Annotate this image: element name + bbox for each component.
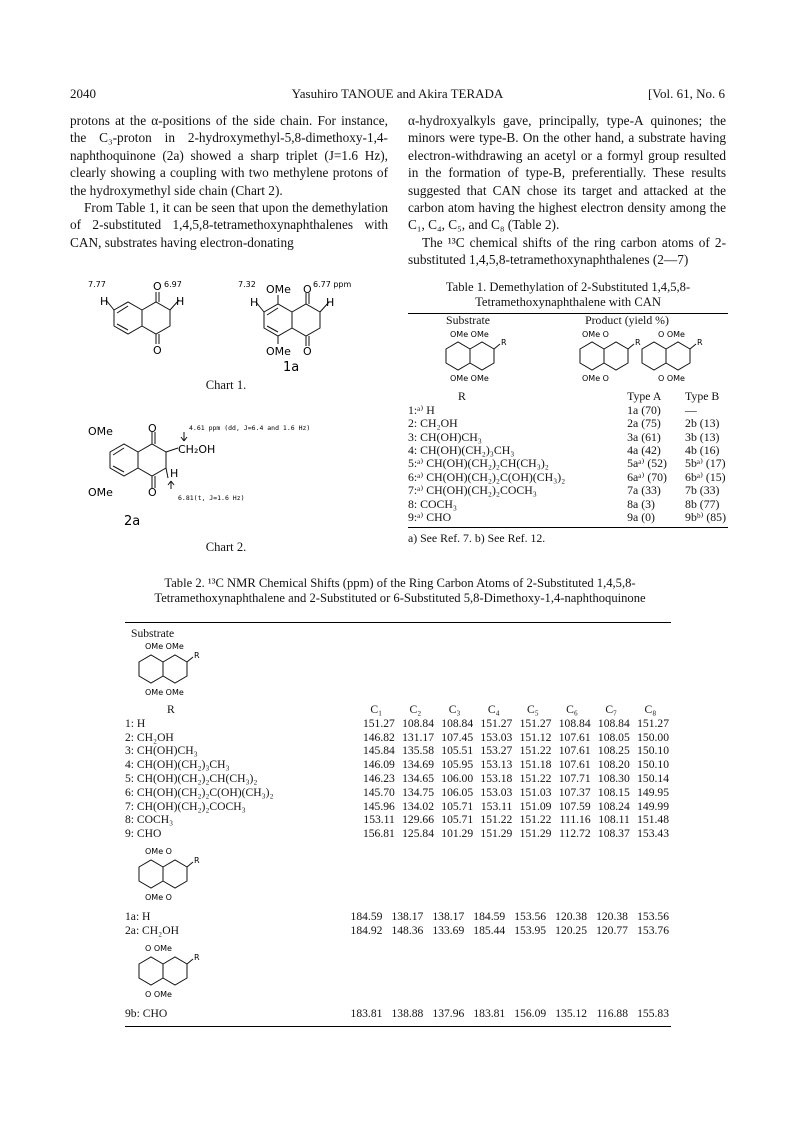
chart1-caption: Chart 1. <box>205 378 247 392</box>
table-cell: 156.09 <box>514 1006 547 1020</box>
table-cell: 9:ᵃ⁾ CHO <box>408 510 452 525</box>
table-cell: 151.22 <box>480 813 513 827</box>
table-header-row <box>125 703 671 717</box>
atom-label: OMe O <box>145 846 172 856</box>
table-cell: 184.92 <box>350 923 383 937</box>
table-cell: 3b (13) <box>685 429 720 444</box>
atom-label: OMe OMe <box>145 642 184 651</box>
table-cell: 131.17 <box>402 730 434 744</box>
table-cell: 153.76 <box>637 923 669 937</box>
table-row <box>125 800 671 814</box>
table-cell: 107.61 <box>558 758 591 772</box>
atom-label: O OMe <box>658 374 685 384</box>
table-cell: 1a: H <box>125 909 151 923</box>
table-cell: 108.15 <box>597 785 630 799</box>
atom-label: R <box>194 651 200 660</box>
atom-label: OMe OMe <box>145 688 184 697</box>
table-cell: 145.70 <box>362 785 395 799</box>
table-cell: 6: CH(OH)(CH₂)₂C(OH)(CH₃)₂ <box>125 785 274 799</box>
table-cell: 120.38 <box>596 909 628 923</box>
table-cell: 2a (75) <box>627 416 661 431</box>
atom-label: O <box>148 422 157 435</box>
table-cell: 106.05 <box>441 785 474 799</box>
table2-structure-2 <box>125 845 225 905</box>
chart1-shift-c: 7.32 <box>238 280 256 289</box>
table-cell: 151.03 <box>519 785 552 799</box>
compound-label-1a: 1a <box>283 360 300 375</box>
table-cell: 108.20 <box>597 758 630 772</box>
table-row <box>408 457 726 470</box>
table-cell: 112.72 <box>559 827 591 841</box>
table-cell: 134.75 <box>402 785 434 799</box>
table2-group-1 <box>125 717 671 841</box>
table1-col-product: Product (yield %) <box>585 313 669 327</box>
table-cell: 9: CHO <box>125 827 162 841</box>
table-cell: 185.44 <box>473 923 506 937</box>
table-cell: 153.03 <box>480 785 513 799</box>
table2-col-c1: C₁ <box>370 703 383 716</box>
compound-label-2a: 2a <box>124 514 141 529</box>
table-row <box>125 731 671 745</box>
table-rule <box>125 1026 671 1027</box>
table-cell: 150.10 <box>637 744 669 758</box>
table-cell: 153.56 <box>637 909 669 923</box>
atom-label: OMe O <box>145 892 172 902</box>
chart2-shift-top: 4.61 ppm (dd, J=6.4 and 1.6 Hz) <box>189 424 311 432</box>
table-cell: 151.27 <box>362 716 395 730</box>
table-row <box>408 471 726 484</box>
atom-label: R <box>194 855 200 865</box>
table-row <box>408 511 726 524</box>
table-cell: 3: CH(OH)CH₃ <box>125 744 198 758</box>
table-cell: 151.22 <box>519 771 552 785</box>
table-cell: 5bᵃ⁾ (17) <box>685 456 726 471</box>
chart1-structure-drawing <box>86 278 376 376</box>
table1-col-r: R <box>458 389 466 404</box>
table2-structure-1 <box>125 640 225 698</box>
table-cell: 7: CH(OH)(CH₂)₂COCH₃ <box>125 799 246 813</box>
table2-body-2 <box>125 910 671 938</box>
table-cell: 120.25 <box>555 923 588 937</box>
table-cell: 149.95 <box>637 785 669 799</box>
table2-col-c3: C₃ <box>448 703 461 716</box>
atom-label: OMe O <box>582 374 609 384</box>
right-column <box>408 112 726 269</box>
table2-col-c8: C₈ <box>644 703 657 716</box>
table-cell: 145.96 <box>362 799 395 813</box>
table-cell: — <box>685 402 697 417</box>
table-row <box>408 431 726 444</box>
table-rule <box>125 622 671 623</box>
table-cell: 1a (70) <box>627 402 661 417</box>
running-authors: Yasuhiro TANOUE and Akira TERADA <box>291 86 504 101</box>
table-cell: 108.25 <box>597 744 630 758</box>
volume-info: [Vol. 61, No. 6 <box>647 86 725 101</box>
table-cell: 153.13 <box>480 758 513 772</box>
table-row <box>125 758 671 772</box>
table-cell: 148.36 <box>391 923 424 937</box>
table2-col-c7: C₇ <box>605 703 618 716</box>
atom-label: R <box>635 338 641 348</box>
table-cell: 151.18 <box>519 758 552 772</box>
table-cell: 2: CH₂OH <box>125 730 174 744</box>
table-cell: 134.02 <box>402 799 434 813</box>
chart1-shift-b: 6.97 <box>164 280 182 289</box>
table-cell: 153.27 <box>480 744 513 758</box>
table-cell: 151.22 <box>519 813 552 827</box>
table-cell: 137.96 <box>432 1006 465 1020</box>
table2 <box>125 622 671 1027</box>
atom-label: O <box>303 283 312 296</box>
table-cell: 108.37 <box>597 827 630 841</box>
atom-label: R <box>697 338 703 348</box>
chart1-shift-d: 6.77 ppm <box>313 280 352 289</box>
table-cell: 105.51 <box>441 744 474 758</box>
table-cell: 146.09 <box>362 758 395 772</box>
table-cell: 4: CH(OH)(CH₂)₃CH₃ <box>408 443 515 458</box>
table-cell: 138.17 <box>432 909 465 923</box>
table-cell: 107.61 <box>558 744 591 758</box>
table-cell: 4a (42) <box>627 443 661 458</box>
table2-col-substrate: Substrate <box>131 627 175 640</box>
table-row <box>408 444 726 457</box>
table-cell: 1: H <box>125 716 146 730</box>
table-cell: 108.84 <box>597 716 630 730</box>
table-row <box>125 827 671 841</box>
table-cell: 153.03 <box>480 730 513 744</box>
table-cell: 151.09 <box>519 799 552 813</box>
table-rule <box>408 527 728 528</box>
table-cell: 133.69 <box>432 923 465 937</box>
paragraph: The ¹³C chemical shifts of the ring carbon atoms of 2-substituted 1,4,5,8-tetramethoxynaphthalenes (2—7) <box>408 234 726 268</box>
table-cell: 108.24 <box>597 799 630 813</box>
table2-body <box>125 703 671 841</box>
table-cell: 146.23 <box>362 771 395 785</box>
table-cell: 183.81 <box>350 1006 383 1020</box>
atom-label: O <box>153 280 162 293</box>
table-cell: 129.66 <box>402 813 434 827</box>
atom-label: O OMe <box>145 943 172 953</box>
left-column <box>70 112 388 251</box>
table-cell: 106.00 <box>441 771 474 785</box>
table-cell: 2b (13) <box>685 416 720 431</box>
table2-col-c2: C₂ <box>409 703 422 716</box>
atom-label: OMe OMe <box>450 330 489 340</box>
paragraph: From Table 1, it can be seen that upon the demethylation of 2-substituted 1,4,5,8-tetramethoxynaphthalenes with CAN, substrates having electron-donating <box>70 200 388 250</box>
table-cell: 6:ᵃ⁾ CH(OH)(CH₂)₂C(OH)(CH₃)₂ <box>408 469 566 484</box>
table1 <box>408 280 728 546</box>
table-cell: 120.38 <box>555 909 588 923</box>
table-cell: 5: CH(OH)(CH₂)₂CH(CH₃)₂ <box>125 771 258 785</box>
table1-header <box>408 314 726 327</box>
table-cell: 153.11 <box>363 813 395 827</box>
table-row <box>125 924 671 938</box>
table-cell: 156.81 <box>362 827 395 841</box>
table-row <box>125 910 671 924</box>
atom-label: O <box>148 486 157 499</box>
table-row <box>125 772 671 786</box>
table-cell: 125.84 <box>402 827 434 841</box>
table-cell: 135.12 <box>555 1006 588 1020</box>
table-cell: 153.18 <box>480 771 513 785</box>
running-header <box>70 86 725 104</box>
table2-caption: Table 2. ¹³C NMR Chemical Shifts (ppm) of the Ring Carbon Atoms of 2-Substituted 1,4,5,8-Tetramethoxynaphthalene and 2-Substituted or 6-Substituted 5,8-Dimethoxy-1,4-naphthoquinone <box>154 576 646 605</box>
atom-label: O OMe <box>145 989 172 999</box>
table-cell: 3a (61) <box>627 429 661 444</box>
table-cell: 151.29 <box>480 827 513 841</box>
table-cell: 151.27 <box>480 716 513 730</box>
atom-label: O <box>303 345 312 358</box>
table-cell: 116.88 <box>596 1006 629 1020</box>
table-cell: 2a: CH₂OH <box>125 923 179 937</box>
table-cell: 107.45 <box>441 730 474 744</box>
table-cell: 153.11 <box>480 799 513 813</box>
table-cell: 9bᵇ⁾ (85) <box>685 510 726 525</box>
table-cell: 9a (0) <box>627 510 655 525</box>
chart2-structure <box>86 420 376 560</box>
table-cell: 1:ᵃ⁾ H <box>408 402 435 417</box>
table-cell: 138.88 <box>391 1006 424 1020</box>
chart2-caption: Chart 2. <box>205 540 247 554</box>
table-cell: 155.83 <box>637 1006 669 1020</box>
chart1-shift-a: 7.77 <box>88 280 106 289</box>
atom-label: H <box>326 296 335 309</box>
table-cell: 108.30 <box>597 771 630 785</box>
table-row <box>125 744 671 758</box>
table-cell: 6bᵃ⁾ (15) <box>685 469 726 484</box>
table1-structures <box>408 327 726 385</box>
table-cell: 107.71 <box>558 771 591 785</box>
table-cell: 151.27 <box>519 716 552 730</box>
atom-label: H <box>176 295 185 308</box>
table-cell: 105.71 <box>441 799 474 813</box>
table-cell: 135.58 <box>402 744 434 758</box>
table-cell: 5aᵃ⁾ (52) <box>627 456 667 471</box>
table-cell: 153.56 <box>514 909 547 923</box>
table1-caption: Table 1. Demethylation of 2-Substituted 1,4,5,8-Tetramethoxynaphthalene with CAN <box>445 280 691 309</box>
table-cell: 2: CH₂OH <box>408 416 458 431</box>
table-cell: 3: CH(OH)CH₃ <box>408 429 482 444</box>
table-cell: 7:ᵃ⁾ CH(OH)(CH₂)₂COCH₃ <box>408 483 537 498</box>
table-cell: 149.99 <box>637 799 669 813</box>
table-row <box>125 786 671 800</box>
table-cell: 4: CH(OH)(CH₂)₃CH₃ <box>125 758 230 772</box>
table2-col-r: R <box>167 703 175 716</box>
atom-label: OMe <box>88 486 113 499</box>
table-cell: 138.17 <box>391 909 424 923</box>
table1-body <box>408 390 726 524</box>
table-cell: 8b (77) <box>685 496 720 511</box>
table-cell: 150.00 <box>637 730 669 744</box>
table1-footnote: a) See Ref. 7. b) See Ref. 12. <box>408 531 546 546</box>
table-cell: 145.84 <box>362 744 395 758</box>
table2-col-c4: C₄ <box>487 703 500 716</box>
atom-label: O OMe <box>658 330 685 340</box>
atom-label: OMe OMe <box>450 374 489 384</box>
atom-label: OMe <box>266 345 291 358</box>
paragraph: α-hydroxyalkyls gave, principally, type-A quinones; the minors were type-B. On the other hand, a substrate having electron-withdrawing an acetyl or a formyl group resulted in the formation of type-B, preferentially. These results suggested that CAN chose its target and attacked at the carbon atom having the highest electron density among the C₁, C₄, C₅, and C₈ (Table 2). <box>408 113 726 233</box>
table1-col-substrate: Substrate <box>446 313 490 327</box>
table-row <box>408 498 726 511</box>
table-cell: 111.16 <box>559 813 591 827</box>
table-cell: 151.12 <box>519 730 552 744</box>
chart2-group: CH₂OH <box>178 443 216 456</box>
table-cell: 183.81 <box>473 1006 506 1020</box>
table2-structure-3 <box>125 942 225 1002</box>
atom-label: OMe <box>266 283 291 296</box>
table2-col-c6: C₆ <box>566 703 578 716</box>
table-cell: 153.43 <box>637 827 669 841</box>
table1-col-type-b: Type B <box>685 389 720 404</box>
table2-col-c5: C₅ <box>527 703 539 716</box>
table-cell: 108.84 <box>441 716 474 730</box>
table-cell: 120.77 <box>596 923 628 937</box>
table-cell: 184.59 <box>473 909 506 923</box>
table-cell: 146.82 <box>362 730 395 744</box>
chart1-structures <box>86 278 376 398</box>
table-cell: 107.61 <box>558 730 591 744</box>
table-cell: 151.22 <box>519 744 552 758</box>
table-cell: 108.05 <box>597 730 630 744</box>
table-cell: 134.65 <box>402 771 434 785</box>
table-cell: 8: COCH₃ <box>125 813 174 827</box>
table-cell: 134.69 <box>402 758 434 772</box>
atom-label: H <box>250 296 259 309</box>
atom-label: OMe O <box>582 330 609 340</box>
table-cell: 108.11 <box>598 813 630 827</box>
table-row <box>408 417 726 430</box>
table-row <box>125 717 671 731</box>
table-cell: 101.29 <box>441 827 474 841</box>
table-cell: 8a (3) <box>627 496 655 511</box>
table-cell: 107.37 <box>558 785 591 799</box>
table-cell: 108.84 <box>558 716 591 730</box>
table2-body-3 <box>125 1007 671 1021</box>
table-row <box>408 404 726 417</box>
table-row <box>125 813 671 827</box>
paragraph: protons at the α-positions of the side chain. For instance, the C₃-proton in 2-hydroxymethyl-5,8-dimethoxy-1,4-naphthoquinone (2a) showed a sharp triplet (J=1.6 Hz), clearly showing a coupling with two methylene protons of the hydroxymethyl side chain (Chart 2). <box>70 113 388 198</box>
table2-group-2 <box>125 910 671 938</box>
table2-group-3 <box>125 1007 671 1021</box>
table-header-row <box>408 390 726 403</box>
table-cell: 8: COCH₃ <box>408 496 458 511</box>
atom-label: H <box>170 467 179 480</box>
table-cell: 151.27 <box>637 716 669 730</box>
table-cell: 4b (16) <box>685 443 720 458</box>
chart2-shift-bottom: 6.81(t, J=1.6 Hz) <box>178 494 245 502</box>
table-cell: 150.14 <box>637 771 669 785</box>
table-cell: 153.95 <box>514 923 547 937</box>
table-cell: 5:ᵃ⁾ CH(OH)(CH₂)₂CH(CH₃)₂ <box>408 456 549 471</box>
atom-label: R <box>194 952 200 962</box>
chart2-structure-drawing <box>86 420 376 530</box>
table-cell: 105.71 <box>441 813 474 827</box>
table-cell: 151.29 <box>519 827 552 841</box>
table-cell: 150.10 <box>637 758 669 772</box>
atom-label: OMe <box>88 425 113 438</box>
table-cell: 9b: CHO <box>125 1006 168 1020</box>
table-cell: 6aᵃ⁾ (70) <box>627 469 667 484</box>
table-cell: 105.95 <box>441 758 474 772</box>
table-cell: 7b (33) <box>685 483 720 498</box>
table-row <box>408 484 726 497</box>
atom-label: R <box>501 338 507 348</box>
table-cell: 107.59 <box>558 799 591 813</box>
table-cell: 184.59 <box>350 909 383 923</box>
atom-label: H <box>100 295 109 308</box>
table-cell: 108.84 <box>402 716 434 730</box>
table-cell: 7a (33) <box>627 483 661 498</box>
table-cell: 151.48 <box>637 813 669 827</box>
atom-label: O <box>153 344 162 357</box>
table-row <box>125 1007 671 1021</box>
page-number: 2040 <box>70 86 96 101</box>
table1-col-type-a: Type A <box>627 389 662 404</box>
